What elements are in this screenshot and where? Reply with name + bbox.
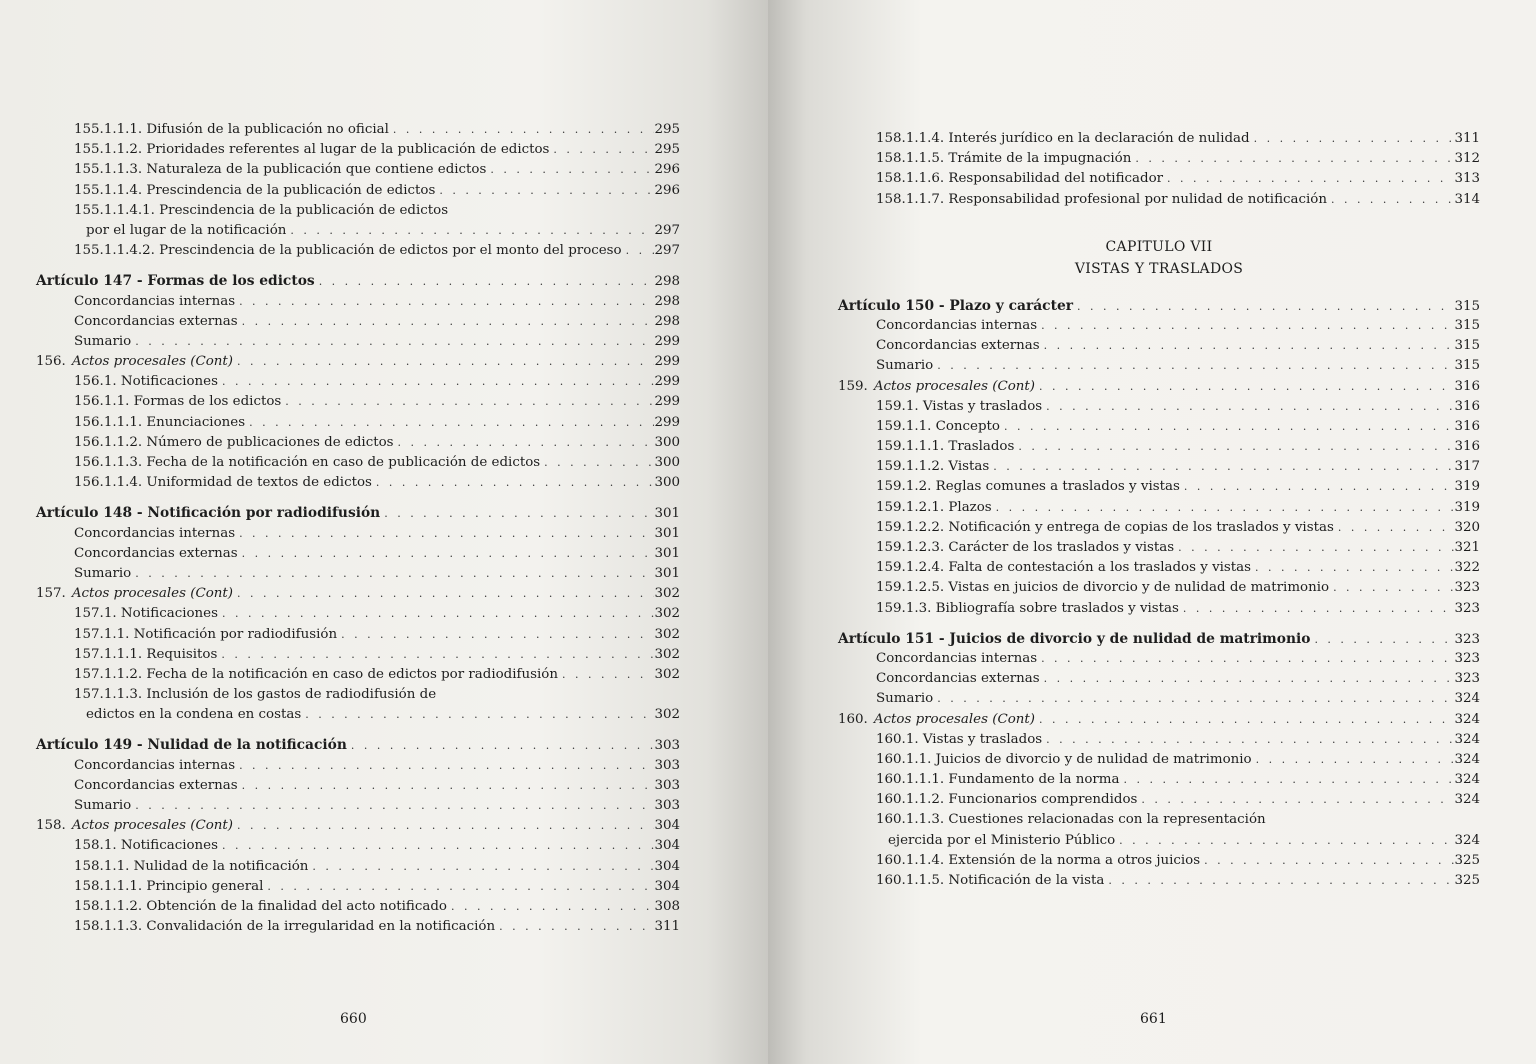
entry-label: Sumario bbox=[74, 565, 132, 581]
section-number: 160. bbox=[838, 711, 868, 727]
entry-label: 155.1.1.1. Difusión de la publicación no oficial bbox=[74, 122, 389, 137]
toc-entry bbox=[36, 120, 680, 140]
entry-label: Concordancias externas bbox=[74, 313, 238, 329]
entry-page-number: 324 bbox=[1454, 772, 1480, 788]
entry-page-number: 301 bbox=[654, 525, 680, 541]
entry-page-number: 312 bbox=[1454, 151, 1480, 167]
entry-page-number: 308 bbox=[654, 898, 680, 914]
section-number: 156. bbox=[36, 354, 66, 370]
dot-leader bbox=[131, 332, 654, 352]
section-title: Actos procesales (Cont) bbox=[71, 818, 233, 834]
entry-page-number: 302 bbox=[654, 606, 680, 622]
dot-leader bbox=[131, 796, 654, 816]
entry-page-number: 304 bbox=[654, 818, 680, 834]
entry-page-number: 316 bbox=[1454, 398, 1480, 414]
toc-article-entry bbox=[838, 296, 1480, 316]
entry-label: Artículo 148 - Notificación por radiodifusión bbox=[36, 505, 381, 522]
entry-label: 155.1.1.4.2. Prescindencia de la publicación de edictos por el monto del proceso bbox=[74, 243, 622, 259]
entry-label: Concordancias externas bbox=[74, 777, 238, 793]
dot-leader bbox=[1115, 831, 1454, 851]
entry-label: Concordancias externas bbox=[876, 671, 1040, 687]
entry-label: 156.1.1.4. Uniformidad de textos de edictos bbox=[74, 475, 372, 491]
entry-label: 157.1.1.2. Fecha de la notificación en caso de edictos por radiodifusión bbox=[74, 666, 558, 682]
dot-leader bbox=[1035, 710, 1454, 730]
dot-leader bbox=[372, 473, 654, 493]
entry-page-number: 311 bbox=[654, 919, 680, 935]
toc-entry bbox=[838, 689, 1480, 709]
toc-entry bbox=[838, 356, 1480, 376]
toc-entry bbox=[36, 917, 680, 937]
toc-entry bbox=[838, 437, 1480, 457]
entry-label: Concordancias internas bbox=[876, 650, 1038, 666]
entry-page-number: 320 bbox=[1454, 519, 1480, 535]
left-toc bbox=[36, 120, 680, 937]
entry-page-number: 300 bbox=[654, 475, 680, 491]
entry-page-number: 323 bbox=[1454, 580, 1480, 596]
dot-leader bbox=[1174, 538, 1454, 558]
dot-leader bbox=[1327, 190, 1454, 210]
right-toc-main bbox=[838, 296, 1480, 891]
dot-leader bbox=[1042, 730, 1454, 750]
toc-entry bbox=[838, 417, 1480, 437]
entry-label: 160.1.1.4. Extensión de la norma a otros juicios bbox=[876, 852, 1201, 868]
entry-page-number: 315 bbox=[1454, 298, 1480, 314]
dot-leader bbox=[486, 160, 654, 180]
entry-label: 160.1.1.5. Notificación de la vista bbox=[876, 873, 1105, 888]
entry-page-number: 323 bbox=[1454, 600, 1480, 616]
entry-label: 158.1.1.1. Principio general bbox=[74, 878, 264, 894]
dot-leader bbox=[558, 665, 654, 685]
toc-entry bbox=[838, 169, 1480, 189]
toc-entry bbox=[838, 149, 1480, 169]
entry-label: 157.1. Notificaciones bbox=[74, 606, 218, 622]
entry-page-number: 323 bbox=[1454, 650, 1480, 666]
toc-entry bbox=[838, 730, 1480, 750]
dot-leader bbox=[1131, 149, 1454, 169]
toc-entry bbox=[838, 599, 1480, 619]
dot-leader bbox=[308, 857, 654, 877]
section-title: Actos procesales (Cont) bbox=[873, 378, 1035, 394]
entry-label: 159.1.3. Bibliografía sobre traslados y vistas bbox=[876, 600, 1179, 616]
entry-page-number: 324 bbox=[1454, 832, 1480, 848]
dot-leader bbox=[263, 877, 654, 897]
entry-label: 155.1.1.3. Naturaleza de la publicación que contiene edictos bbox=[74, 162, 487, 178]
dot-leader bbox=[1042, 397, 1454, 417]
entry-label: Concordancias externas bbox=[74, 545, 238, 561]
toc-entry bbox=[36, 796, 680, 816]
entry-label: edictos en la condena en costas bbox=[86, 707, 302, 723]
entry-label: 158.1.1. Nulidad de la notificación bbox=[74, 858, 309, 874]
entry-page-number: 316 bbox=[1454, 439, 1480, 455]
dot-leader bbox=[1252, 750, 1454, 770]
entry-label: 159.1.1.2. Vistas bbox=[876, 459, 990, 475]
entry-label: 155.1.1.4.1. Prescindencia de la publicación de edictos bbox=[74, 202, 449, 218]
dot-leader bbox=[315, 272, 654, 292]
entry-page-number: 296 bbox=[654, 182, 680, 198]
entry-label: 155.1.1.2. Prioridades referentes al lugar de la publicación de edictos bbox=[74, 142, 550, 158]
entry-label: 158.1.1.2. Obtención de la finalidad del acto notificado bbox=[74, 898, 447, 914]
dot-leader bbox=[1163, 169, 1454, 189]
entry-page-number: 299 bbox=[654, 333, 680, 349]
dot-leader bbox=[1037, 649, 1454, 669]
entry-page-number: 317 bbox=[1454, 459, 1480, 475]
toc-entry bbox=[36, 201, 680, 221]
toc-entry bbox=[838, 518, 1480, 538]
toc-article-entry bbox=[36, 735, 680, 755]
entry-label: 159.1.1. Concepto bbox=[876, 418, 1000, 434]
toc-entry bbox=[838, 578, 1480, 598]
toc-entry bbox=[838, 457, 1480, 477]
dot-leader bbox=[1040, 336, 1454, 356]
toc-entry bbox=[36, 857, 680, 877]
dot-leader bbox=[238, 312, 654, 332]
section-title: Actos procesales (Cont) bbox=[71, 586, 233, 602]
entry-label: 160.1.1.2. Funcionarios comprendidos bbox=[876, 792, 1138, 808]
dot-leader bbox=[1310, 630, 1454, 650]
entry-page-number: 315 bbox=[1454, 317, 1480, 333]
entry-label: 158.1.1.6. Responsabilidad del notificador bbox=[876, 171, 1164, 187]
toc-entry bbox=[36, 665, 680, 685]
entry-label: Sumario bbox=[876, 691, 934, 707]
entry-label: 159.1.2.2. Notificación y entrega de copias de los traslados y vistas bbox=[876, 519, 1334, 535]
entry-page-number: 315 bbox=[1454, 338, 1480, 354]
entry-page-number: 297 bbox=[654, 222, 680, 238]
entry-label: ejercida por el Ministerio Público bbox=[888, 832, 1116, 848]
toc-section-entry bbox=[838, 377, 1480, 397]
dot-leader bbox=[1334, 518, 1454, 538]
entry-label: 160.1. Vistas y traslados bbox=[876, 731, 1043, 747]
dot-leader bbox=[447, 897, 654, 917]
dot-leader bbox=[233, 816, 654, 836]
toc-section-entry bbox=[36, 352, 680, 372]
dot-leader bbox=[389, 120, 654, 140]
dot-leader bbox=[233, 584, 654, 604]
entry-label: Concordancias externas bbox=[876, 338, 1040, 354]
toc-entry bbox=[838, 190, 1480, 210]
toc-entry bbox=[838, 129, 1480, 149]
entry-label: 159.1. Vistas y traslados bbox=[876, 398, 1043, 414]
entry-page-number: 298 bbox=[654, 293, 680, 309]
dot-leader bbox=[217, 645, 654, 665]
entry-page-number: 299 bbox=[654, 374, 680, 390]
toc-entry bbox=[838, 477, 1480, 497]
section-title: Actos procesales (Cont) bbox=[71, 354, 233, 370]
entry-page-number: 304 bbox=[654, 878, 680, 894]
entry-page-number: 303 bbox=[654, 777, 680, 793]
dot-leader bbox=[235, 524, 654, 544]
dot-leader bbox=[1180, 477, 1454, 497]
toc-entry bbox=[36, 160, 680, 180]
toc-entry bbox=[36, 877, 680, 897]
entry-label: 159.1.1.1. Traslados bbox=[876, 439, 1015, 455]
entry-page-number: 321 bbox=[1454, 540, 1480, 555]
entry-label: Artículo 149 - Nulidad de la notificación bbox=[36, 737, 347, 754]
toc-article-entry bbox=[838, 629, 1480, 649]
toc-section-entry bbox=[36, 584, 680, 604]
dot-leader bbox=[233, 352, 654, 372]
entry-page-number: 315 bbox=[1454, 358, 1480, 374]
entry-label: 159.1.2.4. Falta de contestación a los traslados y vistas bbox=[876, 560, 1252, 576]
entry-page-number: 302 bbox=[654, 646, 680, 662]
toc-entry bbox=[838, 851, 1480, 871]
entry-page-number: 316 bbox=[1454, 378, 1480, 394]
toc-entry bbox=[36, 645, 680, 665]
entry-label: 159.1.2. Reglas comunes a traslados y vistas bbox=[876, 479, 1180, 495]
toc-entry bbox=[36, 544, 680, 564]
toc-entry bbox=[36, 372, 680, 392]
toc-entry bbox=[838, 316, 1480, 336]
entry-label: 156.1.1.3. Fecha de la notificación en caso de publicación de edictos bbox=[74, 455, 541, 470]
entry-page-number: 299 bbox=[654, 394, 680, 410]
entry-page-number: 325 bbox=[1454, 852, 1480, 868]
entry-label: 157.1.1.3. Inclusión de los gastos de radiodifusión de bbox=[74, 687, 437, 703]
dot-leader bbox=[347, 736, 654, 756]
toc-entry bbox=[36, 433, 680, 453]
entry-page-number: 319 bbox=[1454, 479, 1480, 495]
dot-leader bbox=[301, 705, 654, 725]
dot-leader bbox=[933, 689, 1454, 709]
toc-entry bbox=[838, 871, 1480, 891]
entry-label: 156.1. Notificaciones bbox=[74, 374, 218, 390]
entry-label: 156.1.1. Formas de los edictos bbox=[74, 394, 282, 410]
dot-leader bbox=[218, 372, 654, 392]
entry-page-number: 325 bbox=[1454, 873, 1480, 888]
toc-entry bbox=[838, 770, 1480, 790]
toc-entry bbox=[838, 397, 1480, 417]
dot-leader bbox=[1104, 871, 1454, 891]
toc-entry bbox=[838, 750, 1480, 770]
entry-page-number: 313 bbox=[1454, 171, 1480, 187]
entry-label: 158.1.1.3. Convalidación de la irregularidad en la notificación bbox=[74, 919, 496, 935]
entry-page-number: 299 bbox=[654, 414, 680, 430]
toc-entry bbox=[36, 705, 680, 725]
entry-label: Artículo 151 - Juicios de divorcio y de nulidad de matrimonio bbox=[838, 630, 1311, 647]
dot-leader bbox=[337, 625, 654, 645]
toc-entry bbox=[36, 524, 680, 544]
entry-page-number: 300 bbox=[654, 455, 680, 470]
toc-entry bbox=[36, 564, 680, 584]
dot-leader bbox=[1200, 851, 1454, 871]
toc-entry bbox=[36, 392, 680, 412]
entry-page-number: 303 bbox=[654, 757, 680, 773]
entry-label: 158.1.1.5. Trámite de la impugnación bbox=[876, 151, 1132, 167]
entry-label: 160.1.1.1. Fundamento de la norma bbox=[876, 772, 1120, 788]
dot-leader bbox=[218, 604, 654, 624]
entry-page-number: 324 bbox=[1454, 731, 1480, 747]
entry-label: 159.1.2.3. Carácter de los traslados y vistas bbox=[876, 540, 1175, 555]
toc-section-entry bbox=[36, 816, 680, 836]
dot-leader bbox=[989, 457, 1454, 477]
entry-page-number: 298 bbox=[654, 313, 680, 329]
toc-entry bbox=[36, 181, 680, 201]
entry-page-number: 299 bbox=[654, 354, 680, 370]
dot-leader bbox=[1250, 129, 1454, 149]
right-toc-top bbox=[838, 129, 1480, 210]
chapter-title: VISTAS Y TRASLADOS bbox=[1074, 260, 1244, 277]
right-toc bbox=[838, 129, 1480, 891]
entry-label: 159.1.2.1. Plazos bbox=[876, 499, 992, 515]
entry-label: 160.1.1.3. Cuestiones relacionadas con la representación bbox=[876, 812, 1266, 828]
entry-label: 158.1.1.4. Interés jurídico en la declaración de nulidad bbox=[876, 131, 1250, 146]
dot-leader bbox=[933, 356, 1454, 376]
entry-label: Sumario bbox=[74, 798, 132, 813]
toc-entry bbox=[838, 649, 1480, 669]
dot-leader bbox=[1137, 790, 1454, 810]
entry-label: 157.1.1. Notificación por radiodifusión bbox=[74, 626, 338, 642]
dot-leader bbox=[245, 413, 654, 433]
dot-leader bbox=[1329, 578, 1454, 598]
dot-leader bbox=[131, 564, 654, 584]
toc-entry bbox=[838, 538, 1480, 558]
dot-leader bbox=[435, 181, 654, 201]
toc-article-entry bbox=[36, 503, 680, 523]
toc-entry bbox=[838, 498, 1480, 518]
chapter-number: CAPITULO VII bbox=[1105, 238, 1213, 255]
toc-entry bbox=[36, 221, 680, 241]
entry-page-number: 322 bbox=[1454, 560, 1480, 576]
toc-entry bbox=[36, 836, 680, 856]
dot-leader bbox=[218, 836, 654, 856]
entry-page-number: 314 bbox=[1454, 191, 1480, 207]
dot-leader bbox=[238, 544, 654, 564]
dot-leader bbox=[1040, 669, 1454, 689]
entry-page-number: 297 bbox=[654, 243, 680, 259]
entry-label: Concordancias internas bbox=[74, 293, 236, 309]
toc-entry bbox=[36, 292, 680, 312]
entry-page-number: 324 bbox=[1454, 691, 1480, 707]
entry-label: 157.1.1.1. Requisitos bbox=[74, 646, 218, 662]
entry-page-number: 324 bbox=[1454, 792, 1480, 808]
dot-leader bbox=[495, 917, 654, 937]
toc-entry bbox=[36, 473, 680, 493]
entry-label: 158.1. Notificaciones bbox=[74, 838, 218, 854]
entry-label: 160.1.1. Juicios de divorcio y de nulidad de matrimonio bbox=[876, 751, 1252, 767]
entry-page-number: 303 bbox=[654, 798, 680, 813]
toc-entry bbox=[838, 669, 1480, 689]
entry-page-number: 304 bbox=[654, 838, 680, 854]
entry-page-number: 301 bbox=[654, 565, 680, 581]
toc-entry bbox=[36, 312, 680, 332]
right-page bbox=[768, 0, 1536, 1064]
entry-label: Artículo 150 - Plazo y carácter bbox=[838, 297, 1073, 314]
entry-label: Sumario bbox=[74, 333, 132, 349]
entry-page-number: 300 bbox=[654, 434, 680, 450]
entry-page-number: 316 bbox=[1454, 418, 1480, 434]
dot-leader bbox=[540, 453, 654, 473]
toc-entry bbox=[838, 790, 1480, 810]
dot-leader bbox=[622, 241, 654, 261]
section-number: 158. bbox=[36, 818, 66, 834]
entry-page-number: 298 bbox=[654, 274, 680, 290]
dot-leader bbox=[549, 140, 654, 160]
dot-leader bbox=[1179, 599, 1454, 619]
entry-page-number: 295 bbox=[654, 122, 680, 137]
dot-leader bbox=[992, 498, 1454, 518]
dot-leader bbox=[1000, 417, 1454, 437]
dot-leader bbox=[380, 504, 654, 524]
entry-page-number: 304 bbox=[654, 858, 680, 874]
toc-entry bbox=[838, 336, 1480, 356]
dot-leader bbox=[1119, 770, 1454, 790]
dot-leader bbox=[235, 292, 654, 312]
toc-entry bbox=[36, 897, 680, 917]
entry-page-number: 302 bbox=[654, 666, 680, 682]
entry-label: por el lugar de la notificación bbox=[86, 222, 287, 238]
entry-page-number: 324 bbox=[1454, 751, 1480, 767]
entry-page-number: 302 bbox=[654, 626, 680, 642]
entry-page-number: 323 bbox=[1454, 671, 1480, 687]
entry-label: 156.1.1.1. Enunciaciones bbox=[74, 414, 246, 430]
entry-page-number: 302 bbox=[654, 586, 680, 602]
entry-page-number: 295 bbox=[654, 142, 680, 158]
entry-page-number: 296 bbox=[654, 162, 680, 178]
entry-label: 158.1.1.7. Responsabilidad profesional por nulidad de notificación bbox=[876, 191, 1327, 207]
entry-label: 159.1.2.5. Vistas en juicios de divorcio y de nulidad de matrimonio bbox=[876, 580, 1330, 596]
section-number: 159. bbox=[838, 378, 868, 394]
toc-entry bbox=[36, 625, 680, 645]
right-page-number: 661 bbox=[1140, 1011, 1167, 1027]
toc-section-entry bbox=[838, 710, 1480, 730]
entry-page-number: 324 bbox=[1454, 711, 1480, 727]
toc-entry bbox=[36, 241, 680, 261]
entry-label: 156.1.1.2. Número de publicaciones de edictos bbox=[74, 434, 394, 450]
dot-leader bbox=[1251, 558, 1454, 578]
toc-entry bbox=[36, 685, 680, 705]
entry-label: 155.1.1.4. Prescindencia de la publicación de edictos bbox=[74, 182, 436, 198]
toc-entry bbox=[36, 413, 680, 433]
toc-entry bbox=[36, 332, 680, 352]
toc-entry bbox=[838, 831, 1480, 851]
dot-leader bbox=[235, 756, 654, 776]
toc-entry bbox=[36, 140, 680, 160]
dot-leader bbox=[238, 776, 654, 796]
entry-page-number: 319 bbox=[1454, 499, 1480, 515]
toc-entry bbox=[838, 558, 1480, 578]
entry-label: Concordancias internas bbox=[876, 317, 1038, 333]
toc-entry bbox=[36, 756, 680, 776]
section-title: Actos procesales (Cont) bbox=[873, 711, 1035, 727]
dot-leader bbox=[286, 221, 654, 241]
toc-entry bbox=[36, 604, 680, 624]
entry-page-number: 323 bbox=[1454, 631, 1480, 647]
dot-leader bbox=[1073, 297, 1454, 317]
dot-leader bbox=[1037, 316, 1454, 336]
dot-leader bbox=[281, 392, 654, 412]
entry-label: Concordancias internas bbox=[74, 757, 236, 773]
dot-leader bbox=[1014, 437, 1454, 457]
dot-leader bbox=[1035, 377, 1454, 397]
entry-page-number: 301 bbox=[654, 545, 680, 561]
section-number: 157. bbox=[36, 586, 66, 602]
entry-label: Concordancias internas bbox=[74, 525, 236, 541]
toc-entry bbox=[838, 810, 1480, 830]
entry-label: Artículo 147 - Formas de los edictos bbox=[36, 273, 315, 290]
entry-page-number: 301 bbox=[654, 506, 680, 522]
dot-leader bbox=[394, 433, 654, 453]
entry-page-number: 303 bbox=[654, 738, 680, 754]
entry-page-number: 311 bbox=[1454, 131, 1480, 146]
toc-article-entry bbox=[36, 271, 680, 291]
toc-entry bbox=[36, 776, 680, 796]
entry-page-number: 302 bbox=[654, 707, 680, 723]
entry-label: Sumario bbox=[876, 358, 934, 374]
left-page-number: 660 bbox=[340, 1011, 367, 1027]
toc-entry bbox=[36, 453, 680, 473]
